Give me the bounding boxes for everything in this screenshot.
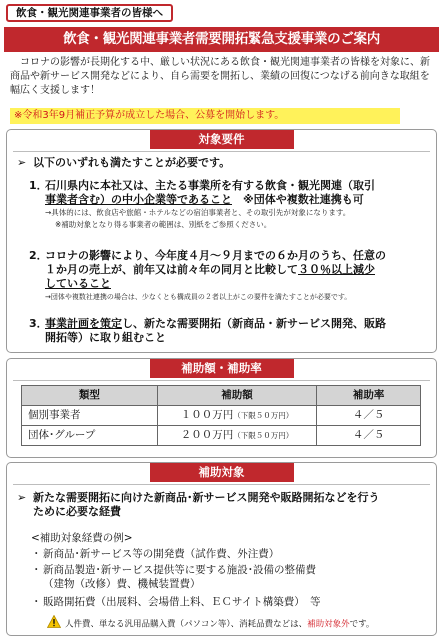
example-text: 新商品･新サービス等の開発費（試作費、外注費） [43,548,280,560]
item2-line2b: ３０％以上減少 [298,263,375,276]
amount-value: ２００万円 [180,429,234,442]
amount-limit: （下限５０万円） [233,431,294,441]
targets-lead-line1: 新たな需要開拓に向けた新商品･新サービス開発や販路開拓などを行う [33,491,380,504]
cell-type: 個別事業者 [22,406,158,426]
table-header-row [22,386,421,406]
item1-line1: 石川県内に本社又は、主たる事業所を有する飲食・観光関連（取引 [45,179,375,192]
list-item [31,563,431,591]
section-divider [13,380,430,381]
item1-line2b: ※団体や複数社連携も可 [243,193,364,206]
arrow-bullet-icon: ➢ [17,156,27,169]
subsidy-target-section [6,462,437,636]
examples-title: <補助対象経費の例> [31,532,133,544]
amount-limit: （下限５０万円） [233,411,294,421]
arrow-bullet-icon: ➢ [17,491,27,504]
column-header: 類型 [22,386,158,406]
warning-text-end: です。 [349,619,375,630]
column-header: 補助率 [317,386,421,406]
item3-line1b: し、新たな需要開拓（新商品・新サービス開発、販路 [122,317,386,330]
requirements-header: 対象要件 [150,130,294,149]
dot-bullet-icon: ・ [31,548,42,560]
requirements-section [6,129,437,353]
item2-note1: →団体や複数社連携の場合は、少なくとも構成員の２者以上がこの要件を満たすことが必要です。 [45,293,352,301]
table-row [22,426,421,446]
intro-paragraph: コロナの影響が長期化する中、厳しい状況にある飲食・観光関連事業者の皆様を対象に、新商品や新サービス開発などにより、自ら需要を開拓し、業績の回復につなげる前向きな取組を幅広く支援します！ [10,57,430,96]
cell-amount [157,406,317,426]
requirements-lead-text: 以下のいずれも満たすことが必要です。 [33,156,231,169]
subsidy-table [21,385,421,446]
cell-type: 団体･グループ [22,426,158,446]
subsidy-amount-section [6,358,437,458]
cell-rate: ４／５ [317,426,421,446]
item1-note1: →具体的には、飲食店や旅館・ホテルなどの宿泊事業者と、その取引先が対象になります。 [45,208,351,217]
item2-line3: していること [45,277,111,290]
cell-amount [157,426,317,446]
requirement-item-2 [29,249,429,303]
item-text [45,179,429,207]
item3-line1a: 事業計画を策定 [45,317,122,330]
warning-icon [47,615,61,633]
item1-line2: 事業者含む）の中小企業等であること [45,193,232,206]
budget-notice: ※令和3年9月補正予算が成立した場合、公募を開始します。 [10,108,400,124]
item2-line2a: １か月の売上が、前年又は前々年の同月と比較して [45,263,298,276]
dot-bullet-icon: ・ [31,564,42,576]
dot-bullet-icon: ・ [31,596,42,608]
example-text-cont: （建物（改修）費、機械装置費） [43,578,201,590]
audience-tag: 飲食・観光関連事業者の皆様へ [6,4,173,22]
list-item [31,547,431,561]
requirements-lead [17,156,230,170]
warning-text: 人件費、単なる汎用品購入費（パソコン等）、消耗品費などは、 [65,619,308,630]
requirement-item-1 [29,179,429,231]
requirement-item-3 [29,317,429,345]
item-number: 2． [29,249,48,262]
item1-note2: ※補助対象となり得る事業者の範囲は、別紙をご参照ください。 [55,220,272,229]
item2-line1: コロナの影響により、今年度４月～９月までの６か月のうち、任意の [45,249,386,262]
item-number: 1． [29,179,48,192]
example-text: 販路開拓費（出展料、会場借上料、ＥＣサイト構築費） 等 [43,596,321,608]
column-header: 補助額 [157,386,317,406]
cell-rate: ４／５ [317,406,421,426]
item-number: 3． [29,317,48,330]
amounts-header: 補助額・補助率 [150,359,294,378]
warning-emphasis: 補助対象外 [307,619,350,630]
targets-header: 補助対象 [150,463,294,482]
section-divider [13,151,430,152]
item3-line2: 開拓等）に取り組むこと [45,331,166,344]
table-row [22,406,421,426]
targets-lead [17,491,427,519]
list-item [31,595,431,609]
page-title-banner: 飲食・観光関連事業者需要開拓緊急支援事業のご案内 [4,27,439,52]
section-divider [13,484,430,485]
item-text [45,317,429,345]
warning-note [47,615,427,633]
amount-value: １００万円 [180,409,234,422]
targets-lead-line2: ために必要な経費 [33,505,121,518]
item-text [45,249,429,291]
example-text: 新商品製造･新サービス提供等に要する施設･設備の整備費 [43,564,316,576]
